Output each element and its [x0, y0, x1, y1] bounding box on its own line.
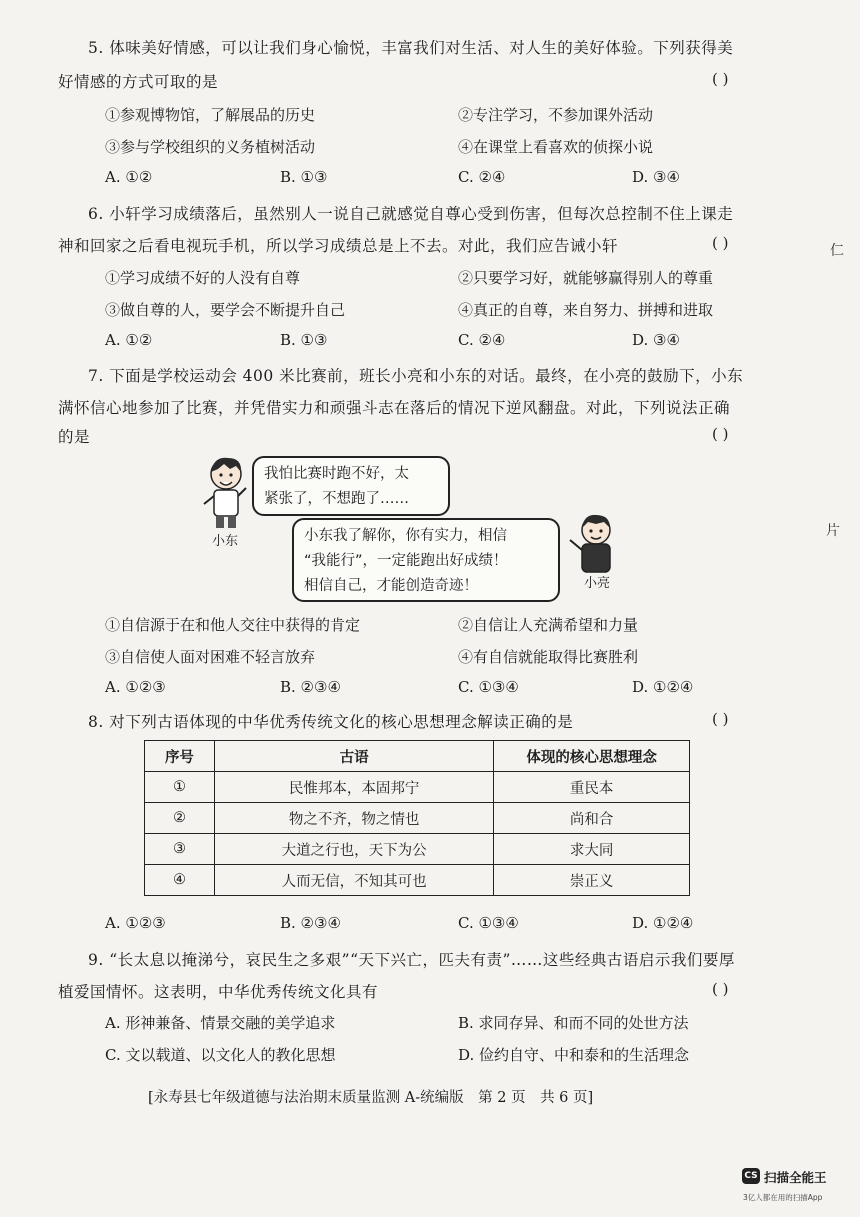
- q9-option-a: A. 形神兼备、情景交融的美学追求: [105, 1014, 336, 1032]
- q6-choice-a: A. ①②: [105, 331, 153, 349]
- table-cell-index: ④: [145, 865, 215, 896]
- q6-stem-line2: 神和回家之后看电视玩手机，所以学习成绩总是上不去。对此，我们应告诫小轩: [58, 237, 619, 255]
- xiaodong-name-label: 小东: [212, 534, 239, 549]
- q5-stem-line1: 5. 体味美好情感，可以让我们身心愉悦，丰富我们对生活、对人生的美好体验。下列获得美: [88, 39, 734, 57]
- bubble2-line2: “我能行”，一定能跑出好成绩！: [304, 553, 508, 569]
- table-cell-index: ①: [145, 772, 215, 803]
- table-row: [145, 865, 690, 896]
- q7-option-1: ①自信源于在和他人交往中获得的肯定: [105, 616, 361, 634]
- q8-table: [144, 740, 690, 896]
- xiaodong-figure-icon: [196, 452, 256, 530]
- q5-option-2: ②专注学习，不参加课外活动: [458, 106, 654, 124]
- q7-choice-c: C. ①③④: [458, 678, 519, 696]
- speech-bubble-xiaodong: [252, 456, 450, 516]
- xiaoliang-figure-icon: [566, 510, 628, 576]
- table-row: [145, 834, 690, 865]
- q8-choice-c: C. ①③④: [458, 914, 519, 932]
- table-cell-quote: 人而无信，不知其可也: [214, 865, 493, 896]
- q6-stem-line1: 6. 小轩学习成绩落后，虽然别人一说自己就感觉自尊心受到伤害，但每次总控制不住上课走: [88, 205, 734, 223]
- q7-option-4: ④有自信就能取得比赛胜利: [458, 648, 639, 666]
- q5-answer-paren: ( ): [712, 70, 729, 88]
- q6-choice-d: D. ③④: [632, 331, 680, 349]
- q5-choice-a: A. ①②: [105, 168, 153, 186]
- q7-stem-line3: 的是: [58, 428, 91, 446]
- q7-choice-a: A. ①②③: [105, 678, 166, 696]
- table-cell-idea: 求大同: [494, 834, 690, 865]
- page-footer: [永寿县七年级道德与法治期末质量监测 A-统编版 第 2 页 共 6 页]: [148, 1090, 594, 1106]
- margin-mark-middle: 片: [826, 523, 840, 539]
- q5-option-4: ④在课堂上看喜欢的侦探小说: [458, 138, 654, 156]
- q8-choice-d: D. ①②④: [632, 914, 694, 932]
- q8-choice-a: A. ①②③: [105, 914, 166, 932]
- table-header-index: 序号: [145, 741, 215, 772]
- q6-answer-paren: ( ): [712, 234, 729, 252]
- q7-option-3: ③自信使人面对困难不轻言放弃: [105, 648, 316, 666]
- q7-answer-paren: ( ): [712, 425, 729, 443]
- table-header-idea: 体现的核心思想理念: [494, 741, 690, 772]
- q9-option-b: B. 求同存异、和而不同的处世方法: [458, 1014, 689, 1032]
- bubble2-line3: 相信自己，才能创造奇迹！: [304, 578, 478, 594]
- q6-option-1: ①学习成绩不好的人没有自尊: [105, 269, 301, 287]
- q8-stem-line1: 8. 对下列古语体现的中华优秀传统文化的核心思想理念解读正确的是: [88, 713, 574, 731]
- q5-option-3: ③参与学校组织的义务植树活动: [105, 138, 316, 156]
- scanner-app-name: 扫描全能王: [764, 1170, 827, 1185]
- table-cell-idea: 尚和合: [494, 803, 690, 834]
- q7-choice-d: D. ①②④: [632, 678, 694, 696]
- q7-choice-b: B. ②③④: [280, 678, 341, 696]
- q6-option-2: ②只要学习好，就能够赢得别人的尊重: [458, 269, 714, 287]
- q9-option-d: D. 俭约自守、中和泰和的生活理念: [458, 1046, 690, 1064]
- q6-option-3: ③做自尊的人，要学会不断提升自己: [105, 301, 346, 319]
- q5-option-1: ①参观博物馆，了解展品的历史: [105, 106, 316, 124]
- q6-choice-b: B. ①③: [280, 331, 328, 349]
- scanner-tagline: 3亿人都在用的扫描App: [743, 1193, 823, 1202]
- q6-choice-c: C. ②④: [458, 331, 506, 349]
- q5-stem-line2: 好情感的方式可取的是: [58, 73, 219, 91]
- bubble2-line1: 小东我了解你，你有实力，相信: [304, 528, 507, 544]
- table-cell-quote: 民惟邦本，本固邦宁: [214, 772, 493, 803]
- margin-mark-top: 仁: [830, 243, 844, 259]
- xiaoliang-name-label: 小亮: [584, 576, 611, 591]
- q8-answer-paren: ( ): [712, 710, 729, 728]
- q9-answer-paren: ( ): [712, 980, 729, 998]
- table-cell-index: ③: [145, 834, 215, 865]
- speech-bubble-xiaoliang: [292, 518, 560, 602]
- table-cell-quote: 大道之行也，天下为公: [214, 834, 493, 865]
- q5-choice-d: D. ③④: [632, 168, 680, 186]
- table-cell-index: ②: [145, 803, 215, 834]
- camscanner-logo-icon: CS: [742, 1168, 760, 1184]
- q7-stem-line1: 7. 下面是学校运动会 400 米比赛前，班长小亮和小东的对话。最终，在小亮的鼓励下，小东: [88, 367, 744, 385]
- table-cell-idea: 重民本: [494, 772, 690, 803]
- q9-stem-line1: 9. “长太息以掩涕兮，哀民生之多艰”“天下兴亡，匹夫有责”……这些经典古语启示我们要厚: [88, 951, 735, 969]
- bubble1-line1: 我怕比赛时跑不好，太: [264, 466, 409, 482]
- table-header-row: [145, 741, 690, 772]
- q5-choice-c: C. ②④: [458, 168, 506, 186]
- q9-option-c: C. 文以载道、以文化人的教化思想: [105, 1046, 336, 1064]
- table-row: [145, 803, 690, 834]
- q5-choice-b: B. ①③: [280, 168, 328, 186]
- table-header-quote: 古语: [214, 741, 493, 772]
- table-cell-idea: 崇正义: [494, 865, 690, 896]
- table-cell-quote: 物之不齐，物之情也: [214, 803, 493, 834]
- q9-stem-line2: 植爱国情怀。这表明，中华优秀传统文化具有: [58, 983, 379, 1001]
- table-row: [145, 772, 690, 803]
- q7-option-2: ②自信让人充满希望和力量: [458, 616, 639, 634]
- bubble1-line2: 紧张了，不想跑了……: [264, 491, 409, 507]
- q7-stem-line2: 满怀信心地参加了比赛，并凭借实力和顽强斗志在落后的情况下逆风翻盘。对此，下列说法正确: [58, 399, 731, 417]
- q6-option-4: ④真正的自尊，来自努力、拼搏和进取: [458, 301, 714, 319]
- q8-choice-b: B. ②③④: [280, 914, 341, 932]
